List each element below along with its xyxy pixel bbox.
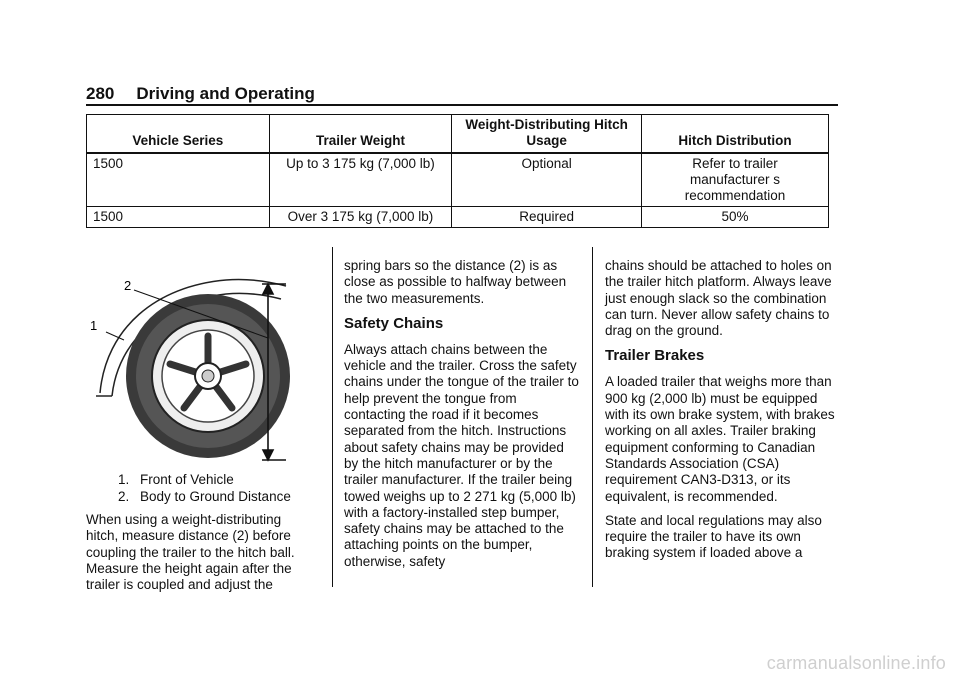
callout-1-label: 1 xyxy=(90,318,98,333)
callout-2-label: 2 xyxy=(124,278,132,293)
cell-hitch-distribution: 50% xyxy=(641,207,828,228)
paragraph: When using a weight-distributing hitch, measure distance (2) before coupling the trailer to the hitch ball. Measure the height again after the trailer is coupled and adjust the xyxy=(86,512,295,593)
wheel-measurement-figure xyxy=(86,268,316,463)
table-row xyxy=(87,207,829,228)
hitch-table xyxy=(86,114,829,228)
table-row xyxy=(87,153,829,207)
legend-item: 2. Body to Ground Distance xyxy=(118,489,291,504)
cell-hitch-usage: Required xyxy=(452,207,642,228)
section-title: Driving and Operating xyxy=(136,84,315,103)
cell-vehicle-series: 1500 xyxy=(87,207,270,228)
tire-drawing xyxy=(126,294,290,458)
page-number: 280 xyxy=(86,84,115,103)
col-header-hitch-distribution: Hitch Distribution xyxy=(641,115,828,154)
cell-vehicle-series: 1500 xyxy=(87,153,270,207)
heading-safety-chains: Safety Chains xyxy=(344,314,444,332)
column-divider xyxy=(332,247,333,587)
paragraph: Always attach chains between the vehicle and the trailer. Cross the safety chains under the tongue of the trailer to help prevent the tongue from contacting the road if it becomes separated from the hitch. Instructions about safety chains may be provided by the hitch manufacturer or by the trailer manufacturer. If the trailer being towed weighs up to 2 271 kg (5,000 lb) with a factory-installed step bumper, safety chains may be attached to the attaching points on the bumper, otherwise, safety xyxy=(344,341,579,569)
column-1-text xyxy=(86,512,314,601)
col-header-hitch-usage: Weight-Distributing Hitch Usage xyxy=(452,115,642,154)
paragraph: chains should be attached to holes on the trailer hitch platform. Always leave just enough slack so the combination can turn. Never allow safety chains to drag on the ground. xyxy=(605,258,832,339)
column-divider xyxy=(592,247,593,587)
legend-item: 1. Front of Vehicle xyxy=(118,472,234,487)
cell-trailer-weight: Over 3 175 kg (7,000 lb) xyxy=(269,207,452,228)
paragraph: A loaded trailer that weighs more than 900 kg (2,000 lb) must be equipped with its own brake system, with brakes working on all axles. Trailer braking equipment conforming to Canadian Standards Association (CSA) requirement CAN3-D313, or its equivalent, is recommended. xyxy=(605,374,835,504)
table-header-row xyxy=(87,115,829,154)
col-header-trailer-weight: Trailer Weight xyxy=(269,115,452,154)
column-2-text xyxy=(344,258,580,578)
col-header-vehicle-series: Vehicle Series xyxy=(87,115,270,154)
heading-trailer-brakes: Trailer Brakes xyxy=(605,347,705,365)
cell-hitch-usage: Optional xyxy=(452,153,642,207)
cell-trailer-weight: Up to 3 175 kg (7,000 lb) xyxy=(269,153,452,207)
watermark: carmanualsonline.info xyxy=(766,653,946,673)
figure-legend xyxy=(118,471,291,505)
cell-hitch-distribution: Refer to trailer manufacturer s recommendation xyxy=(641,153,828,207)
paragraph: State and local regulations may also require the trailer to have its own braking system if loaded above a xyxy=(605,512,822,561)
column-3-text xyxy=(605,258,845,570)
paragraph: spring bars so the distance (2) is as close as possible to halfway between the two measurements. xyxy=(344,258,567,306)
page-header xyxy=(86,82,838,106)
